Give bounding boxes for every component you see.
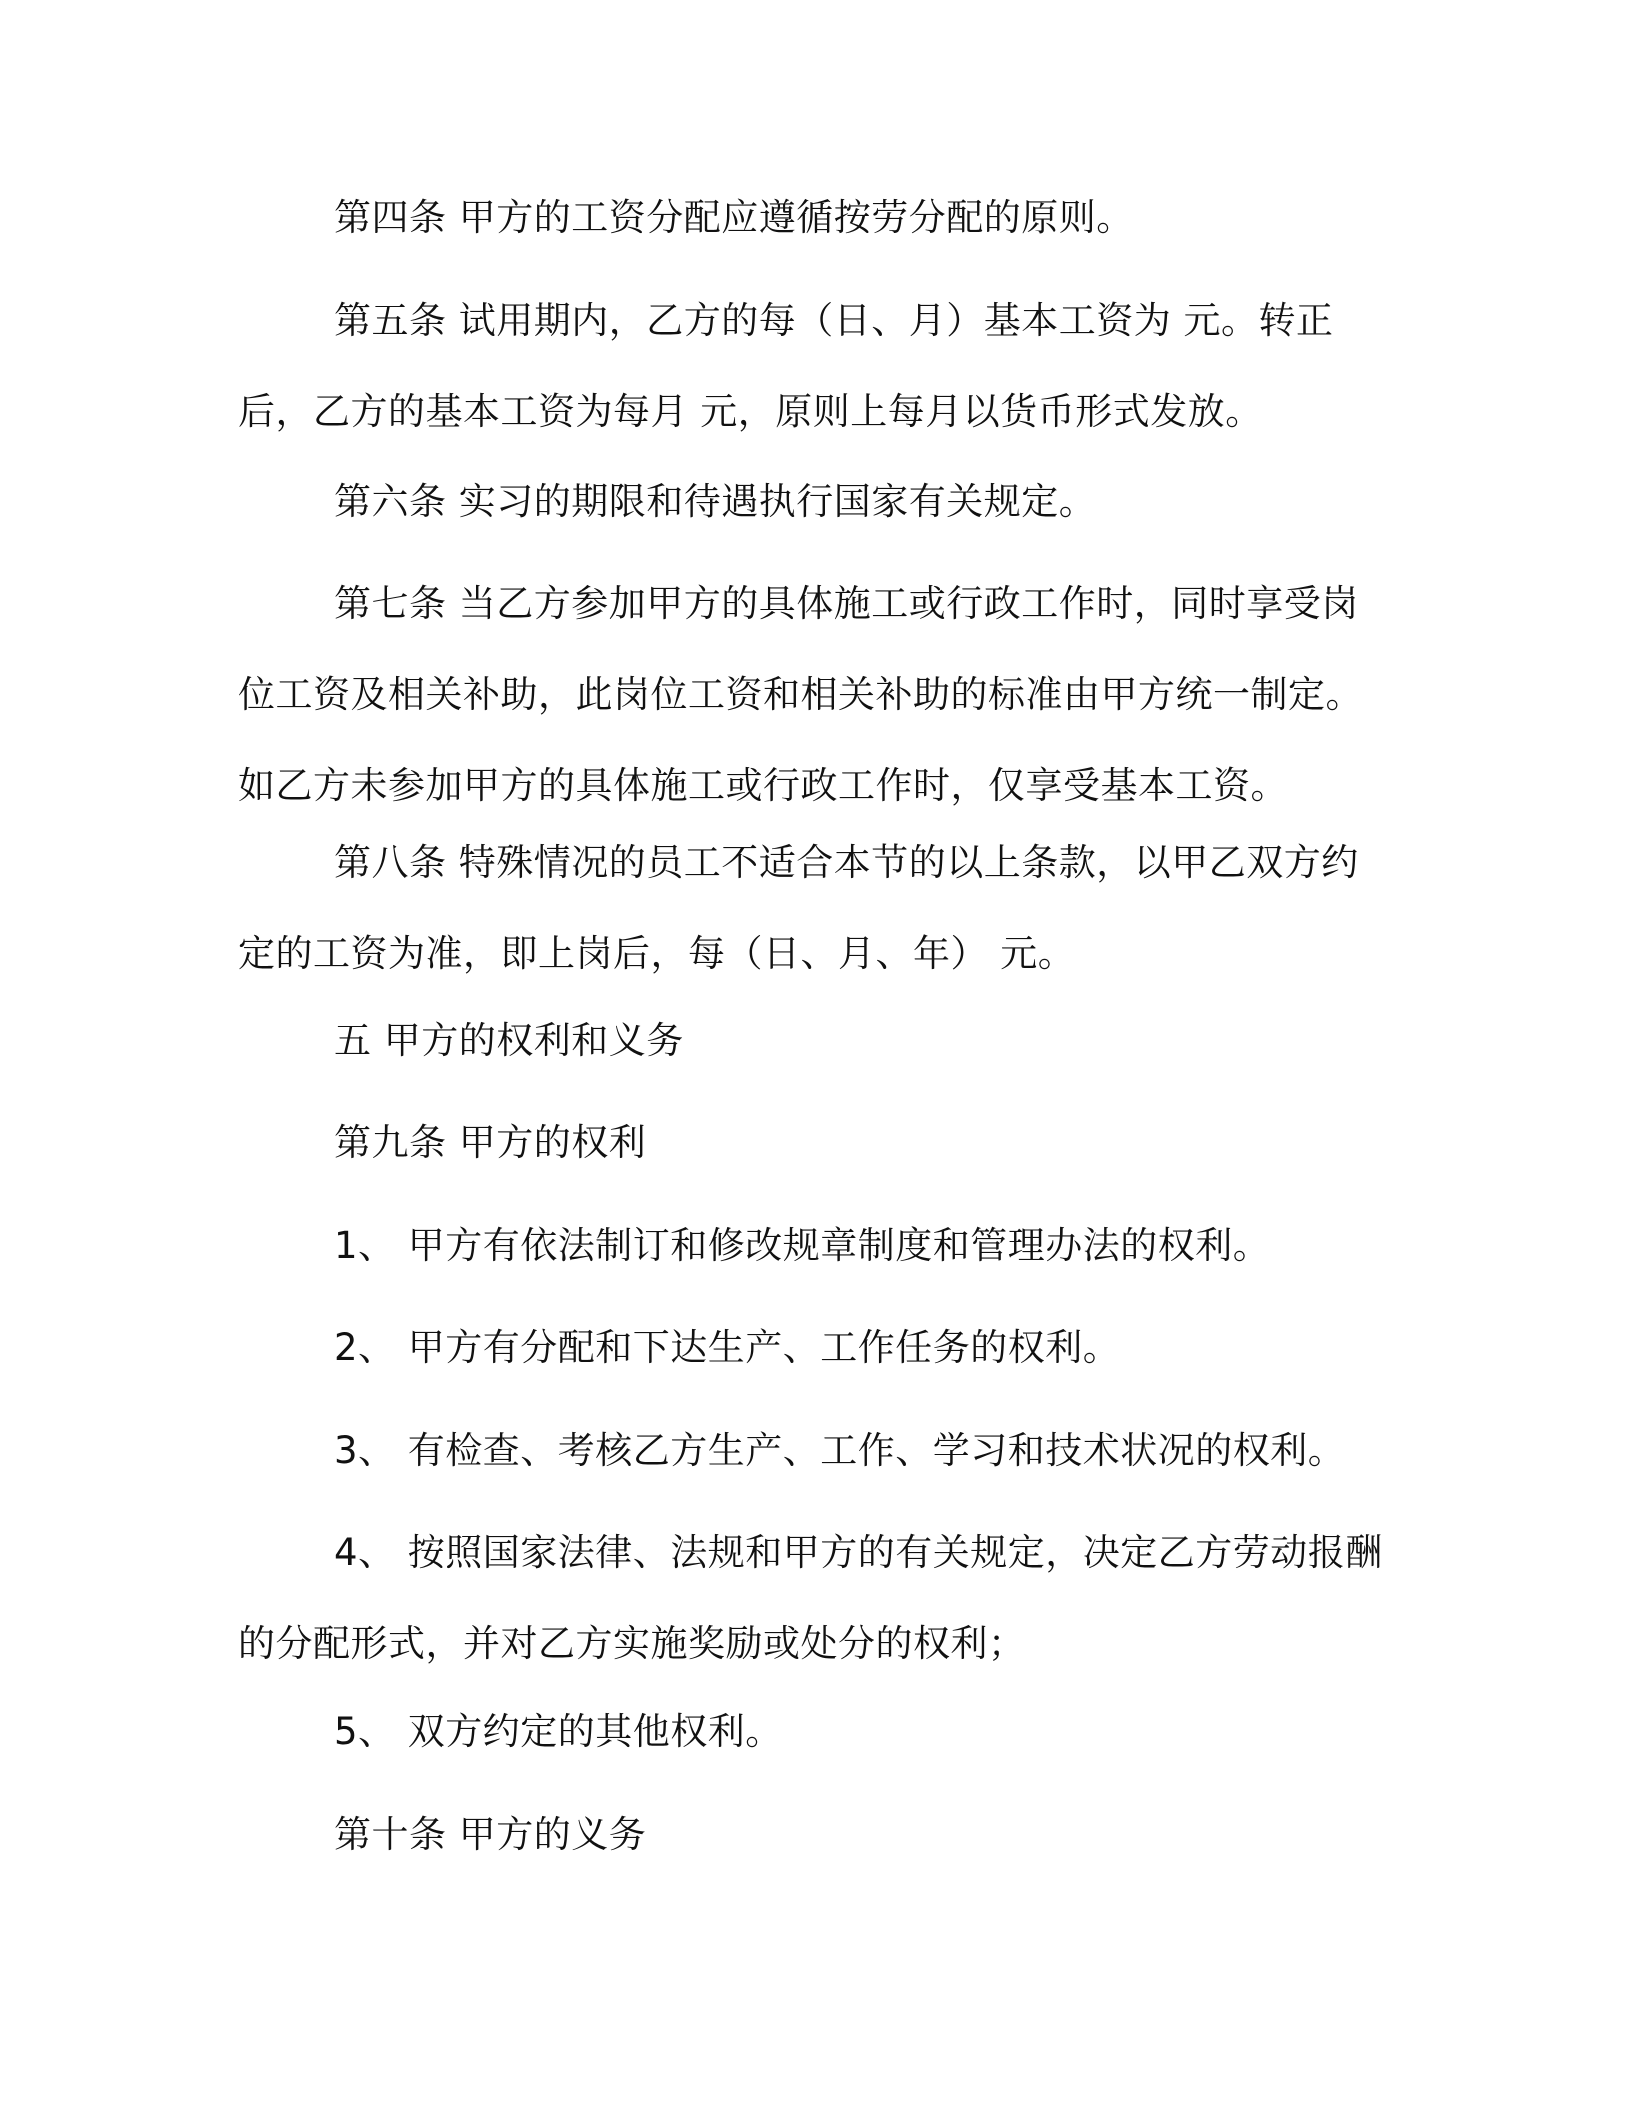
- right-item-2: 2、 甲方有分配和下达生产、工作任务的权利。: [334, 1326, 1121, 1369]
- right-item-1: 1、 甲方有依法制订和修改规章制度和管理办法的权利。: [334, 1224, 1271, 1267]
- article-7: 第七条 当乙方参加甲方的具体施工或行政工作时，同时享受岗位工资及相关补助，此岗位工资和相关补助的标准由甲方统一制定。如乙方未参加甲方的具体施工或行政工作时，仅享受基本工资。: [238, 582, 1363, 807]
- right-item-5: 5、 双方约定的其他权利。: [334, 1710, 783, 1753]
- article-9-heading: 第九条 甲方的权利: [334, 1121, 647, 1164]
- article-10-heading: 第十条 甲方的义务: [334, 1813, 647, 1856]
- article-5: 第五条 试用期内，乙方的每（日、月）基本工资为 元。转正后，乙方的基本工资为每月 元，原则上每月以货币形式发放。: [238, 299, 1334, 433]
- right-item-3: 3、 有检查、考核乙方生产、工作、学习和技术状况的权利。: [334, 1429, 1346, 1472]
- article-4: 第四条 甲方的工资分配应遵循按劳分配的原则。: [334, 196, 1134, 239]
- article-8: 第八条 特殊情况的员工不适合本节的以上条款，以甲乙双方约定的工资为准，即上岗后，每（日、月、年） 元。: [238, 841, 1359, 975]
- article-6: 第六条 实习的期限和待遇执行国家有关规定。: [334, 480, 1097, 523]
- section-5-heading: 五 甲方的权利和义务: [334, 1019, 684, 1062]
- right-item-4: 4、 按照国家法律、法规和甲方的有关规定，决定乙方劳动报酬的分配形式，并对乙方实施奖励或处分的权利；: [238, 1531, 1383, 1665]
